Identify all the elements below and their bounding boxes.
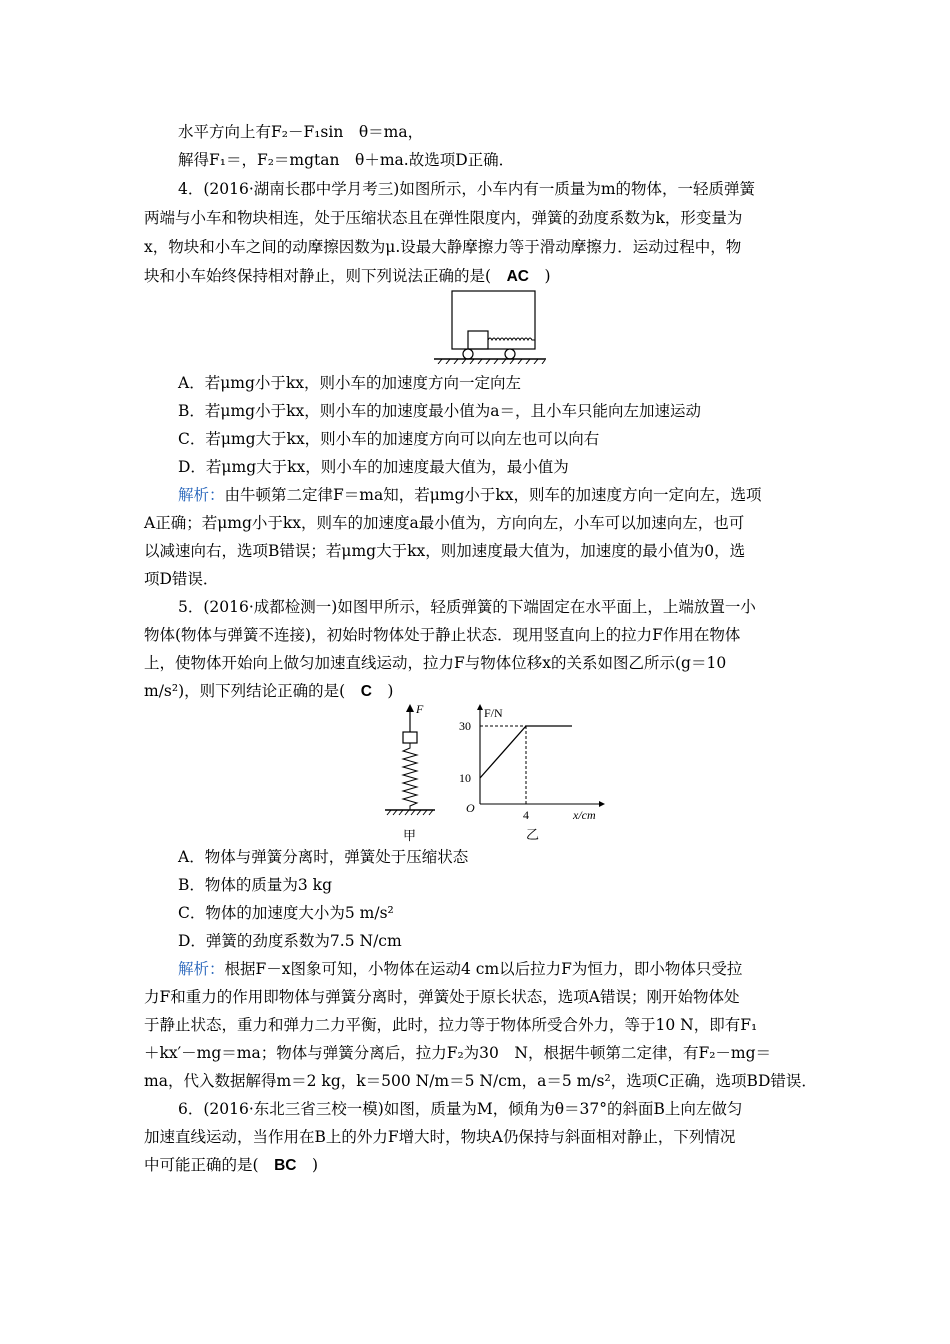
- y-axis-label: F/N: [484, 706, 503, 720]
- ground-hatch: [438, 359, 545, 364]
- text-line: 加速直线运动，当作用在B上的外力F增大时，物块A仍保持与斜面相对静止，下列情况: [144, 1128, 736, 1146]
- spring: [403, 743, 417, 810]
- analysis-line: 解析：由牛顿第二定律F＝ma知，若μmg小于kx，则车的加速度方向一定向左，选项: [178, 486, 762, 504]
- option-a: A．物体与弹簧分离时，弹簧处于压缩状态: [178, 848, 469, 866]
- text-line: 解得F₁＝，F₂＝mgtan θ＋ma.故选项D正确．: [178, 151, 515, 169]
- option-d: D．若μmg大于kx，则小车的加速度最大值为，最小值为: [178, 458, 569, 476]
- arrow-head: [406, 704, 414, 712]
- answer-q5: C: [360, 683, 372, 700]
- text-line: 物体(物体与弹簧不连接)，初始时物体处于静止状态．现用竖直向上的拉力F作用在物体: [144, 626, 741, 644]
- f-x-graph: [455, 702, 605, 845]
- answer-q4: AC: [506, 268, 529, 285]
- cart-figure: [430, 288, 550, 364]
- option-b: B．若μmg小于kx，则小车的加速度最小值为a＝，且小车只能向左加速运动: [178, 402, 701, 420]
- text-line: 中可能正确的是( BC ): [144, 1156, 319, 1174]
- text-line: 块和小车始终保持相对静止，则下列说法正确的是( AC ): [144, 267, 551, 285]
- block: [468, 331, 488, 349]
- y-tick-label: 30: [459, 719, 471, 733]
- origin-label: O: [466, 801, 475, 815]
- option-d: D．弹簧的劲度系数为7.5 N/cm: [178, 932, 402, 950]
- text-line: x，物块和小车之间的动摩擦因数为μ.设最大静摩擦力等于滑动摩擦力．运动过程中，物: [144, 238, 742, 256]
- question-4-stem: 4．(2016·湖南长郡中学月考三)如图所示，小车内有一质量为m的物体，一轻质弹簧: [178, 180, 756, 198]
- cart-body: [452, 291, 535, 349]
- answer-q6: BC: [274, 1157, 297, 1174]
- analysis-label: 解析：: [178, 486, 225, 504]
- x-axis-label: x/cm: [573, 808, 596, 822]
- option-c: C．若μmg大于kx，则小车的加速度方向可以向左也可以向右: [178, 430, 600, 448]
- y-tick-label: 10: [459, 771, 471, 785]
- analysis-label: 解析：: [178, 960, 225, 978]
- text-line: 力F和重力的作用即物体与弹簧分离时，弹簧处于原长状态，选项A错误；刚开始物体处: [144, 988, 740, 1006]
- text-line: 于静止状态，重力和弹力二力平衡，此时，拉力等于物体所受合外力，等于10 N，即有F₁: [144, 1016, 758, 1034]
- text-line: m/s²)，则下列结论正确的是( C ): [144, 682, 394, 700]
- question-5-stem: 5．(2016·成都检测一)如图甲所示，轻质弹簧的下端固定在水平面上，上端放置一小: [178, 598, 756, 616]
- text-line: A正确；若μmg小于kx，则车的加速度a最小值为，方向向左，小车可以加速向左，也可: [144, 514, 745, 532]
- x-tick-label: 4: [523, 808, 529, 822]
- y-axis-arrow: [477, 704, 483, 710]
- wheel: [505, 349, 515, 359]
- text-line: 上，使物体开始向上做匀加速直线运动，拉力F与物体位移x的关系如图乙所示(g＝10: [144, 654, 727, 672]
- wheel: [463, 349, 473, 359]
- block: [403, 732, 417, 743]
- text-line: ma，代入数据解得m＝2 kg，k＝500 N/m＝5 N/cm，a＝5 m/s²，选项C正确，选项BD错误．: [144, 1072, 817, 1090]
- text-line: 两端与小车和物块相连，处于压缩状态且在弹性限度内，弹簧的劲度系数为k，形变量为: [144, 209, 743, 227]
- force-label: F: [416, 702, 424, 716]
- text-line: 项D错误．: [144, 570, 219, 588]
- spring-figure: [375, 700, 455, 845]
- ground-hatch: [387, 810, 433, 815]
- text-line: 水平方向上有F₂－F₁sin θ＝ma，: [178, 123, 424, 141]
- text-line: ＋kx′－mg＝ma；物体与弹簧分离后，拉力F₂为30 N，根据牛顿第二定律，有F₂－mg＝: [144, 1044, 772, 1062]
- option-b: B．物体的质量为3 kg: [178, 876, 332, 894]
- x-axis-arrow: [599, 801, 605, 807]
- text-line: 以减速向右，选项B错误；若μmg大于kx，则加速度最大值为，加速度的最小值为0，选: [144, 542, 746, 560]
- analysis-line: 解析：根据F－x图象可知，小物体在运动4 cm以后拉力F为恒力，即小物体只受拉: [178, 960, 743, 978]
- caption-yi: 乙: [526, 827, 540, 842]
- option-c: C．物体的加速度大小为5 m/s²: [178, 904, 394, 922]
- option-a: A．若μmg小于kx，则小车的加速度方向一定向左: [178, 374, 522, 392]
- spring: [488, 338, 535, 340]
- question-6-stem: 6．(2016·东北三省三校一模)如图，质量为M，倾角为θ＝37°的斜面B上向左做匀: [178, 1100, 743, 1118]
- caption-jia: 甲: [403, 828, 417, 843]
